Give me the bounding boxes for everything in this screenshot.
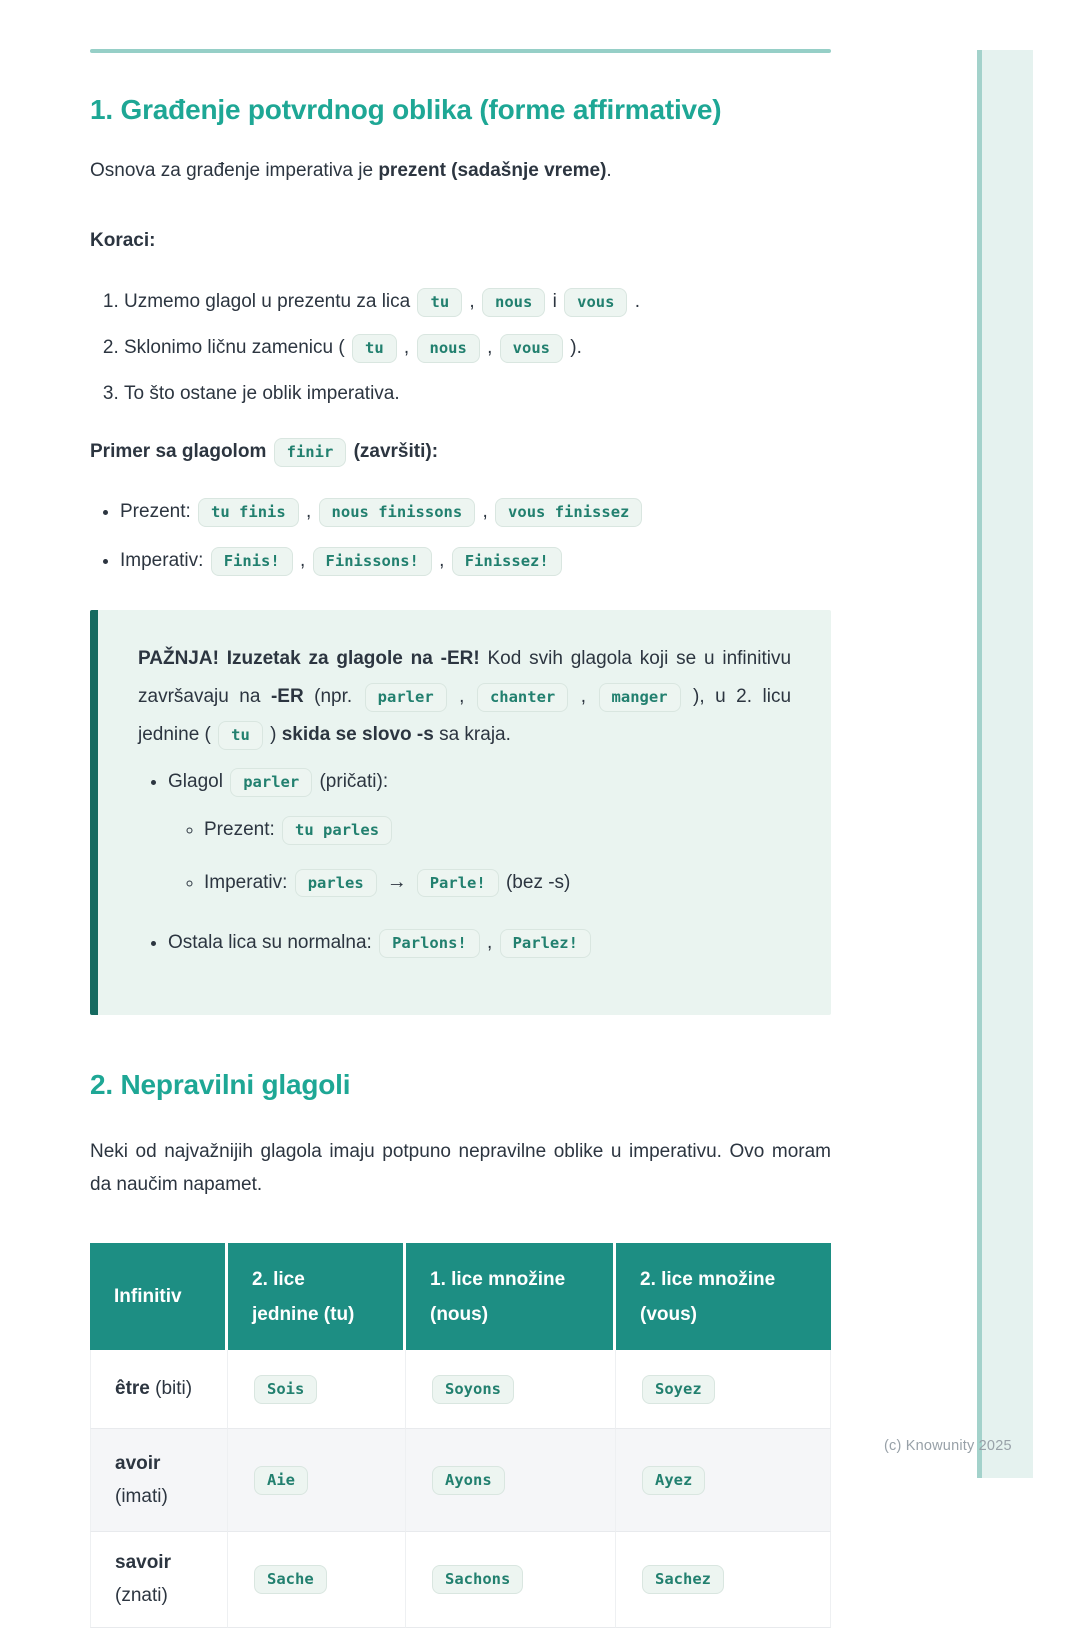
text-segment: , xyxy=(448,686,475,708)
callout-item-parler xyxy=(168,764,791,900)
code-chip: Sachez xyxy=(642,1565,724,1594)
code-chip: nous xyxy=(482,288,545,317)
code-chip: nous xyxy=(417,334,480,363)
infinitive-name: avoir xyxy=(115,1452,161,1474)
section-2-title: 2. Nepravilni glagoli xyxy=(90,1068,351,1100)
code-chip: Finissez! xyxy=(452,547,562,576)
text-segment: (npr. xyxy=(303,686,363,708)
irregular-verbs-table xyxy=(90,1243,831,1628)
code-chip: finir xyxy=(274,438,347,467)
copyright-text: (c) Knowunity 2025 xyxy=(884,1438,1012,1454)
text-segment: , xyxy=(294,550,311,572)
text-segment: , xyxy=(300,500,317,522)
code-chip: Soyons xyxy=(432,1375,514,1404)
callout-item-ostala xyxy=(168,925,791,961)
table-header xyxy=(90,1243,831,1350)
text-segment: Imperativ: xyxy=(120,550,209,572)
arrow-icon: → xyxy=(386,870,407,893)
table-cell-form xyxy=(616,1429,831,1532)
table-cell-infinitive xyxy=(90,1429,228,1532)
step-item xyxy=(124,286,831,318)
text-segment: Prezent: xyxy=(120,500,197,522)
code-chip: Finissons! xyxy=(313,547,432,576)
code-chip: Sache xyxy=(254,1565,327,1594)
table-body xyxy=(90,1350,831,1628)
code-chip: tu xyxy=(417,288,462,317)
text-segment: To što ostane je oblik imperativa. xyxy=(124,383,400,405)
section-1-title: 1. Građenje potvrdnog oblika (forme affirmative) xyxy=(90,94,722,125)
bold-text: PAŽNJA! Izuzetak za glagole na -ER! xyxy=(138,648,480,670)
example-label xyxy=(90,435,831,469)
code-chip: Finis! xyxy=(211,547,293,576)
code-chip: tu xyxy=(218,721,263,750)
bold-text: prezent (sadašnje vreme) xyxy=(378,160,607,181)
callout-sublist xyxy=(168,812,791,900)
header-cell-vous xyxy=(616,1243,831,1350)
page-content xyxy=(90,0,831,1628)
table-header-row xyxy=(90,1243,831,1350)
code-chip: Sachons xyxy=(432,1565,523,1594)
section-2-intro: Neki od najvažnijih glagola imaju potpuno nepravilne oblike u imperativu. Ovo moram da naučim napamet. xyxy=(90,1140,831,1195)
table-cell-form xyxy=(406,1429,616,1532)
infinitive-translation: (znati) xyxy=(115,1585,168,1607)
text-segment: sa kraja. xyxy=(433,724,511,746)
table-cell-form xyxy=(406,1350,616,1429)
header-line: Infinitiv xyxy=(114,1286,182,1308)
top-divider xyxy=(90,49,831,53)
code-chip: tu finis xyxy=(198,498,299,527)
bold-text: Primer sa glagolom xyxy=(90,440,272,462)
header-line: 2. lice xyxy=(252,1268,305,1290)
steps-list xyxy=(90,286,831,411)
bold-text: skida se slovo -s xyxy=(281,724,434,746)
header-line: (nous) xyxy=(430,1303,489,1325)
step-item xyxy=(124,378,831,410)
table-cell-form xyxy=(616,1532,831,1628)
table-cell-form xyxy=(228,1532,406,1628)
header-cell-infinitiv xyxy=(90,1243,228,1350)
text-segment: (bez -s) xyxy=(500,871,571,893)
infinitive-translation: (biti) xyxy=(149,1378,193,1400)
table-cell-infinitive xyxy=(90,1532,228,1628)
example-item-prezent xyxy=(120,495,831,529)
code-chip: Soyez xyxy=(642,1375,715,1404)
text-segment: Ostala lica su normalna: xyxy=(168,931,378,953)
header-line: 1. lice množine xyxy=(430,1268,566,1290)
steps-label: Koraci: xyxy=(90,230,156,252)
table-row-avoir xyxy=(90,1429,831,1532)
text-segment: Sklonimo ličnu zamenicu ( xyxy=(124,337,350,359)
example-list xyxy=(90,495,831,578)
text-segment: , xyxy=(464,290,480,312)
infinitive-translation: (imati) xyxy=(115,1486,168,1508)
text-segment: . xyxy=(606,160,612,181)
table-row-savoir xyxy=(90,1532,831,1628)
text-segment: Kod svih glagola koji se u infinitivu završavaju na xyxy=(138,648,792,708)
code-chip: Aie xyxy=(254,1466,308,1495)
code-chip: vous xyxy=(564,288,627,317)
code-chip: Sois xyxy=(254,1375,317,1404)
text-segment: , xyxy=(481,337,498,359)
callout-subitem-imperativ xyxy=(204,863,791,901)
text-segment: , xyxy=(433,550,450,572)
code-chip: Ayez xyxy=(642,1466,705,1495)
code-chip: tu parles xyxy=(282,816,392,845)
code-chip: parles xyxy=(295,869,377,898)
text-segment: Uzmemo glagol u prezentu za lica xyxy=(124,290,416,312)
header-cell-nous xyxy=(406,1243,616,1350)
bold-text: -ER xyxy=(270,686,304,708)
callout-list xyxy=(138,764,791,960)
text-segment: Glagol xyxy=(168,771,229,793)
table-cell-infinitive xyxy=(90,1350,228,1429)
text-segment: , xyxy=(481,931,498,953)
text-segment: , xyxy=(570,686,597,708)
code-chip: Parlons! xyxy=(379,929,480,958)
callout-subitem-prezent xyxy=(204,812,791,848)
table-row-etre xyxy=(90,1350,831,1429)
text-segment: Imperativ: xyxy=(204,871,293,893)
header-line: 2. lice množine xyxy=(640,1268,776,1290)
text-segment: (pričati): xyxy=(314,771,389,793)
infinitive-name: être xyxy=(115,1378,150,1400)
header-line: jednine (tu) xyxy=(252,1303,355,1325)
infinitive-name: savoir xyxy=(115,1552,171,1574)
code-chip: parler xyxy=(230,768,312,797)
table-cell-form xyxy=(616,1350,831,1429)
attention-callout xyxy=(90,610,831,1014)
text-segment: , xyxy=(477,500,494,522)
header-cell-tu xyxy=(228,1243,406,1350)
callout-item-parler-text xyxy=(168,771,388,792)
callout-paragraph xyxy=(138,640,791,754)
text-segment: . xyxy=(629,290,640,312)
bold-text: (završiti): xyxy=(348,440,439,462)
code-chip: parler xyxy=(365,683,447,712)
code-chip: Ayons xyxy=(432,1466,505,1495)
example-item-imperativ xyxy=(120,544,831,578)
side-strip xyxy=(977,50,1033,1478)
table-cell-form xyxy=(228,1350,406,1429)
text-segment: ) xyxy=(264,724,282,746)
code-chip: chanter xyxy=(477,683,568,712)
code-chip: nous finissons xyxy=(319,498,476,527)
code-chip: Parle! xyxy=(417,869,499,898)
code-chip: vous xyxy=(500,334,563,363)
table-cell-form xyxy=(228,1429,406,1532)
code-chip: Parlez! xyxy=(500,929,591,958)
step-item xyxy=(124,332,831,364)
header-line: (vous) xyxy=(640,1303,697,1325)
text-segment: Prezent: xyxy=(204,819,281,841)
text-segment: Osnova za građenje imperativa je xyxy=(90,160,379,181)
code-chip: manger xyxy=(599,683,681,712)
code-chip: tu xyxy=(352,334,397,363)
section-1-intro xyxy=(90,156,831,185)
table-cell-form xyxy=(406,1532,616,1628)
text-segment: i xyxy=(547,290,563,312)
text-segment: , xyxy=(398,337,415,359)
code-chip: vous finissez xyxy=(495,498,642,527)
text-segment: ), u 2. licu jednine ( xyxy=(138,686,792,746)
text-segment: ). xyxy=(565,337,582,359)
